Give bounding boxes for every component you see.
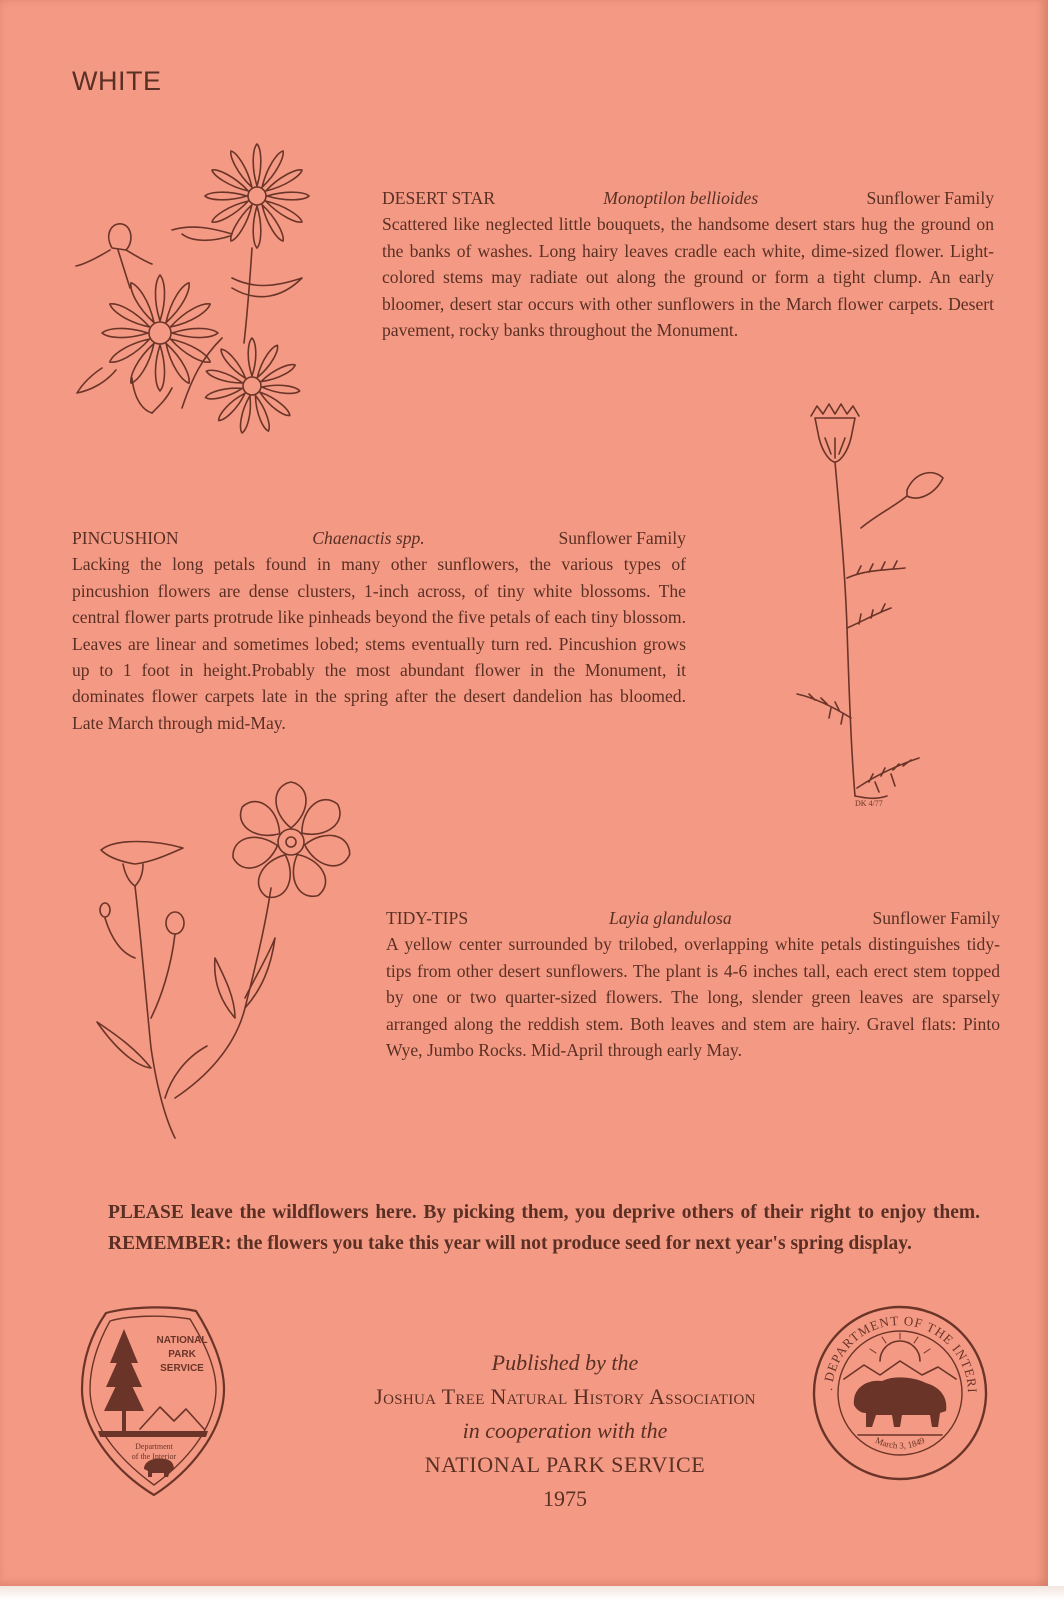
tidy-tips-illustration	[95, 778, 365, 1158]
publisher-line-2: Joshua Tree Natural History Association	[374, 1384, 756, 1409]
publisher-block	[270, 1346, 860, 1516]
scientific-name: Layia glandulosa	[608, 908, 732, 928]
publisher-line-1: Published by the	[491, 1350, 639, 1375]
common-name: DESERT STAR	[382, 188, 496, 208]
emblem-line-3: SERVICE	[160, 1363, 204, 1374]
scientific-name: Chaenactis spp.	[312, 528, 425, 548]
publisher-line-3: in cooperation with the	[462, 1418, 668, 1443]
family-name: Sunflower Family	[866, 188, 994, 208]
entry-header	[72, 525, 686, 551]
conservation-notice: PLEASE leave the wildflowers here. By picking them, you deprive others of their right to enjoy them. REMEMBER: the flowers you take this year will not produce seed for next year's spring display.	[108, 1202, 980, 1254]
seal-date: March 3, 1849	[873, 1435, 927, 1451]
scan-edge	[0, 1586, 1064, 1600]
entry-header	[382, 185, 994, 211]
page-heading: WHITE	[72, 66, 162, 96]
entry-pincushion	[72, 525, 686, 736]
publication-year: 1975	[543, 1486, 587, 1511]
interior-seal	[804, 1291, 990, 1483]
pincushion-illustration	[795, 398, 965, 818]
emblem-line-5: of the Interior	[131, 1452, 177, 1461]
common-name: TIDY-TIPS	[386, 908, 469, 928]
entry-desert-star	[382, 185, 994, 343]
publisher-line-4: NATIONAL PARK SERVICE	[424, 1452, 706, 1477]
description: Lacking the long petals found in many other sunflowers, the various types of pincushion flowers are dense clusters, 1-inch across, of tiny white blossoms. The central flower parts protrude like pinheads beyond the five petals of each tiny blossom. Leaves are linear and sometimes lobed; stems eventually turn red. Pincushion grows up to 1 foot in height.Probably the most abundant flower in the Monument, it dominates flower carpets late in the spring after the desert dandelion has bloomed. Late March through mid-May.	[72, 554, 686, 733]
family-name: Sunflower Family	[558, 528, 686, 548]
desert-star-illustration	[72, 138, 322, 448]
seal-ring-text: U.S. DEPARTMENT OF THE INTERIOR	[804, 1291, 981, 1394]
entry-header	[386, 905, 1000, 931]
nps-arrowhead-emblem	[78, 1303, 228, 1499]
emblem-line-2: PARK	[168, 1349, 196, 1360]
emblem-line-1: NATIONAL	[156, 1335, 208, 1346]
entry-tidy-tips	[386, 905, 1000, 1063]
description: A yellow center surrounded by trilobed, overlapping white petals distinguishes tidy-tips from other desert sunflowers. The plant is 4-6 inches tall, each erect stem topped by one or two quarter-sized flowers. The long, slender green leaves are sparsely arranged along the reddish stem. Both leaves and stem are hairy. Gravel flats: Pinto Wye, Jumbo Rocks. Mid-April through early May.	[386, 934, 1000, 1061]
common-name: PINCUSHION	[72, 528, 179, 548]
emblem-line-4: Department	[135, 1442, 173, 1451]
artist-mark: DK 4/77	[855, 799, 883, 808]
family-name: Sunflower Family	[872, 908, 1000, 928]
description: Scattered like neglected little bouquets, the handsome desert stars hug the ground on the banks of washes. Long hairy leaves cradle each white, dime-sized flower. Light-colored stems may radiate out along the ground or form a tight clump. An early bloomer, desert star occurs with other sunflowers in the March flower carpets. Desert pavement, rocky banks throughout the Monument.	[382, 214, 994, 341]
scientific-name: Monoptilon bellioides	[603, 188, 759, 208]
